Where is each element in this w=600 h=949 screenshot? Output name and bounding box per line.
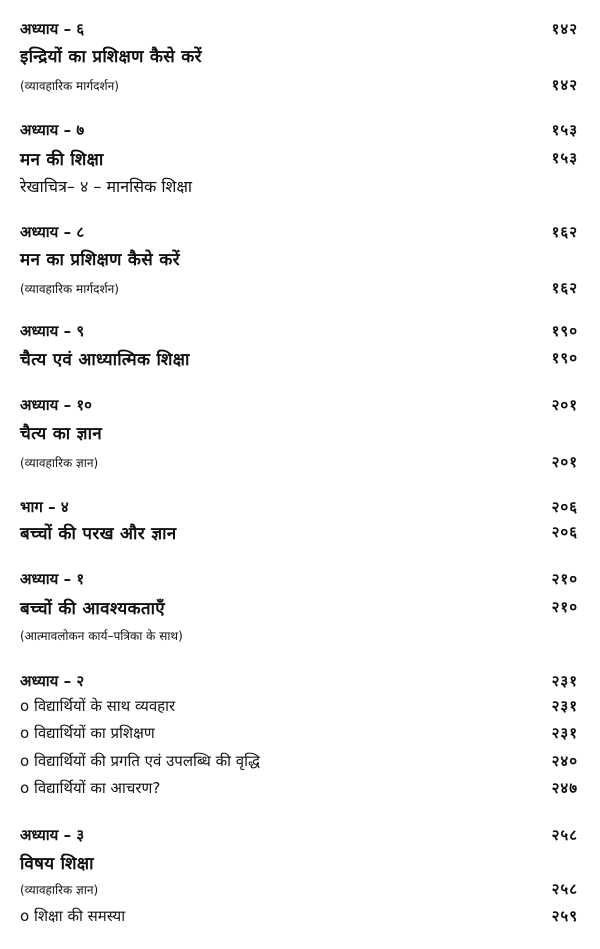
chapter-note: (व्यावहारिक ज्ञान) [20, 455, 99, 470]
toc-row [20, 693, 578, 719]
chapter-title: बच्चों की आवश्यकताएँ [20, 598, 165, 619]
toc-row [20, 42, 578, 68]
page-number: १५३ [551, 149, 578, 167]
page-number: २५८ [551, 880, 578, 898]
toc-row [20, 419, 578, 445]
chapter-title: मन का प्रशिक्षण कैसे करें [20, 249, 180, 270]
page-number: २१० [551, 570, 578, 588]
toc-row [20, 876, 578, 902]
page-number: २३१ [551, 672, 578, 690]
toc-row [20, 173, 578, 199]
chapter-note: (व्यावहारिक मार्गदर्शन) [20, 281, 119, 296]
chapter-title: इन्द्रियों का प्रशिक्षण कैसे करें [20, 46, 202, 67]
toc-row [20, 145, 578, 171]
chapter-title: चैत्य का ज्ञान [20, 423, 103, 444]
toc-row [20, 622, 578, 648]
chapter-heading: अध्याय – १० [20, 396, 92, 414]
toc-row [20, 318, 578, 344]
toc-row [20, 903, 578, 929]
page-number: २३१ [551, 697, 578, 715]
page-number: १९० [551, 349, 578, 367]
bullet-item: o विद्यार्थियों का आचरण? [20, 779, 161, 797]
chapter-heading: अध्याय – ८ [20, 223, 85, 241]
toc-row [20, 449, 578, 475]
bullet-item: o विद्यार्थियों की प्रगति एवं उपलब्धि की वृद्धि [20, 752, 260, 770]
page-number: १९० [551, 322, 578, 340]
page-number: २५८ [551, 826, 578, 844]
toc-row [20, 775, 578, 801]
chapter-heading: अध्याय – ९ [20, 322, 85, 340]
page-number: २०१ [551, 396, 578, 414]
toc-row [20, 245, 578, 271]
toc-row [20, 822, 578, 848]
page-number: १४२ [551, 20, 578, 38]
chapter-heading: अध्याय – ६ [20, 20, 85, 38]
toc-row [20, 720, 578, 746]
page-number: २४० [551, 752, 578, 770]
toc-row [20, 72, 578, 98]
page-number: २०६ [551, 498, 578, 516]
toc-row [20, 16, 578, 42]
page-number: १४२ [551, 76, 578, 94]
chapter-heading: अध्याय – १ [20, 570, 85, 588]
chapter-figure: रेखाचित्र– ४ – मानसिक शिक्षा [20, 177, 193, 196]
page-number: २४७ [551, 779, 578, 797]
chapter-title: चैत्य एवं आध्यात्मिक शिक्षा [20, 349, 190, 370]
bullet-item: o शिक्षा की समस्या [20, 907, 126, 925]
toc-row [20, 566, 578, 592]
toc-row [20, 849, 578, 875]
toc-row [20, 594, 578, 620]
chapter-note: (व्यावहारिक मार्गदर्शन) [20, 78, 119, 93]
page-number: १६२ [551, 279, 578, 297]
chapter-title: मन की शिक्षा [20, 149, 104, 170]
chapter-note: (आत्मावलोकन कार्य–पत्रिका के साथ) [20, 628, 183, 643]
chapter-heading: अध्याय – ७ [20, 121, 85, 139]
toc-row [20, 519, 578, 545]
toc-row [20, 275, 578, 301]
chapter-note: (व्यावहारिक ज्ञान) [20, 882, 99, 897]
page-number: २१० [551, 598, 578, 616]
page-number: २०१ [551, 453, 578, 471]
page-number: १५३ [551, 121, 578, 139]
page-number: २३१ [551, 724, 578, 742]
page-number: २५९ [551, 907, 578, 925]
toc-row [20, 345, 578, 371]
toc-row [20, 219, 578, 245]
toc-row [20, 748, 578, 774]
chapter-title: विषय शिक्षा [20, 853, 94, 874]
page-number: २०६ [551, 523, 578, 541]
part-title: बच्चों की परख और ज्ञान [20, 523, 177, 544]
bullet-item: o विद्यार्थियों का प्रशिक्षण [20, 724, 155, 742]
part-heading: भाग – ४ [20, 498, 69, 516]
toc-row [20, 668, 578, 694]
chapter-heading: अध्याय – ३ [20, 826, 85, 844]
page-number: १६२ [551, 223, 578, 241]
toc-row [20, 117, 578, 143]
chapter-heading: अध्याय – २ [20, 672, 85, 690]
toc-row [20, 494, 578, 520]
toc-row [20, 392, 578, 418]
bullet-item: o विद्यार्थियों के साथ व्यवहार [20, 697, 176, 715]
